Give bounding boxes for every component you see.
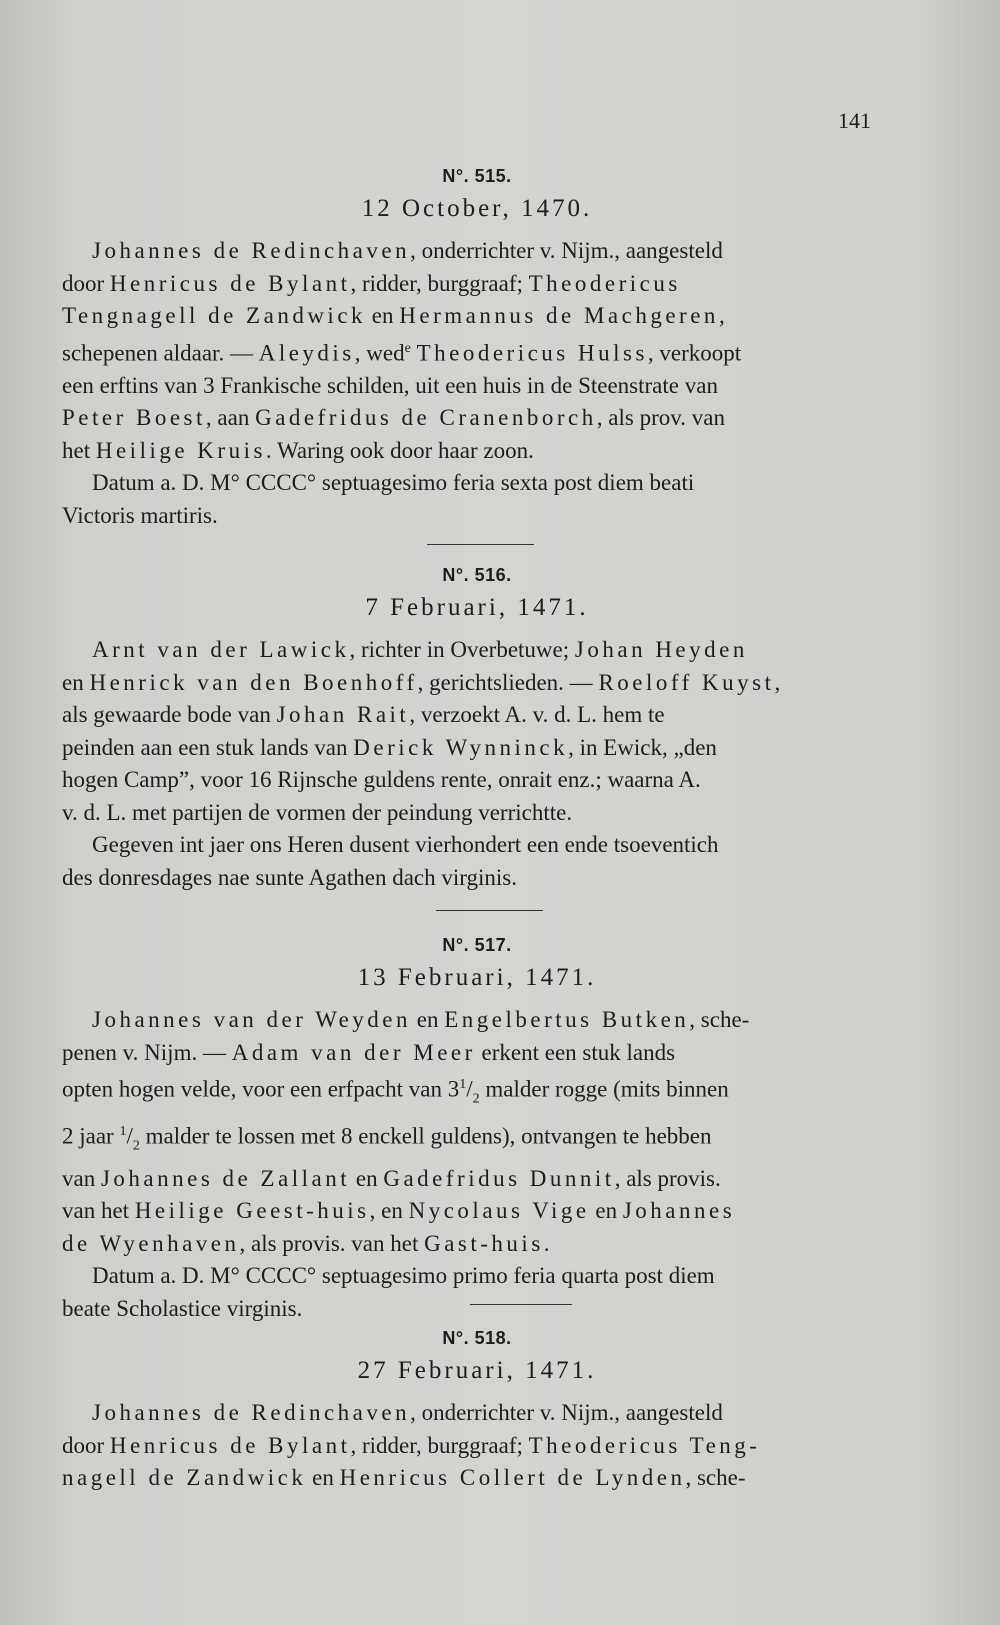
text-segment: en	[350, 1165, 384, 1191]
text-segment: , en	[369, 1198, 409, 1223]
spaced-name: Johannes de Redinchaven	[92, 238, 411, 263]
spaced-name: Heilige Kruis	[95, 437, 266, 463]
entry-518	[62, 1328, 892, 1495]
entry-number: N°. 517.	[442, 935, 512, 955]
text-line	[62, 1397, 892, 1430]
text-segment: , aan	[205, 405, 256, 431]
spaced-name: Johannes van der Weyden	[92, 1007, 412, 1032]
text-segment: peinden aan een stuk lands van	[62, 734, 354, 760]
entry-516	[62, 565, 892, 894]
section-divider	[470, 1304, 572, 1305]
text-line	[62, 235, 892, 268]
text-line	[62, 862, 892, 895]
text-segment: van	[62, 1165, 101, 1191]
text-line	[62, 268, 892, 301]
spaced-name: Johan Rait	[276, 702, 410, 727]
section-divider	[427, 544, 534, 545]
text-segment: en	[62, 669, 90, 695]
section-divider	[436, 910, 543, 911]
spaced-name: Henricus Collert de Lynden	[339, 1465, 686, 1490]
text-line	[62, 1228, 892, 1261]
text-segment: 1	[459, 1077, 467, 1092]
text-line	[62, 732, 892, 765]
text-line	[62, 500, 892, 533]
text-segment: Gegeven int jaer ons Heren dusent vierhondert een ende tsoeventich	[92, 832, 719, 857]
text-segment: ,	[774, 669, 781, 695]
page-number: 141	[838, 108, 871, 133]
text-segment: door	[62, 270, 110, 296]
text-line	[62, 667, 892, 700]
entry-date: 27 Februari, 1471.	[357, 1357, 597, 1384]
spaced-name: de Wyenhaven	[62, 1230, 240, 1256]
text-line	[62, 829, 892, 862]
spaced-name: Johannes	[622, 1198, 736, 1223]
spaced-name: Adam van der Meer	[231, 1039, 476, 1065]
text-line	[62, 333, 892, 370]
text-segment: , ridder, burggraaf;	[350, 270, 529, 296]
text-segment: Datum a. D. M° CCCC° septuagesimo primo feria quarta post diem	[92, 1263, 715, 1288]
entry-text	[62, 634, 892, 894]
spaced-name: Tengnagell de Zandwick	[62, 303, 367, 328]
text-segment: malder rogge (mits binnen	[479, 1076, 729, 1102]
text-segment: schepenen aldaar. —	[62, 340, 259, 366]
text-line	[62, 1195, 892, 1228]
spaced-name: Gast-huis	[424, 1230, 544, 1256]
spaced-name: Engelbertus Butken	[444, 1007, 690, 1032]
spaced-name: Henrick van den Boenhoff	[89, 669, 418, 695]
text-segment: . Waring ook door haar zoon.	[265, 437, 534, 463]
text-line	[62, 402, 892, 435]
text-line	[62, 467, 892, 500]
spaced-name: Arnt van der Lawick	[92, 637, 350, 662]
text-segment: .	[543, 1230, 550, 1256]
text-line	[62, 370, 892, 403]
spaced-name: Theodericus Teng-	[528, 1432, 761, 1458]
text-line	[62, 435, 892, 468]
text-line	[62, 1116, 892, 1163]
entry-text	[62, 1397, 892, 1495]
text-line	[62, 1163, 892, 1196]
spaced-name: Heilige Geest-huis	[134, 1198, 370, 1223]
entry-date: 12 October, 1470.	[361, 195, 593, 222]
text-segment: , in Ewick, „den	[568, 734, 717, 760]
text-segment: opten hogen velde, voor een erfpacht van 3	[62, 1076, 460, 1102]
text-segment: , richter in Overbetuwe;	[349, 637, 575, 662]
text-segment: , gerichtslieden. —	[417, 669, 599, 695]
text-segment: , sche-	[689, 1007, 750, 1032]
text-segment: , als prov. van	[596, 405, 725, 431]
text-segment: ,	[718, 303, 725, 328]
text-segment: Datum a. D. M° CCCC° septuagesimo feria sexta post diem beati	[92, 470, 695, 496]
spaced-name: nagell de Zandwick	[62, 1465, 307, 1490]
text-line	[62, 1037, 892, 1070]
text-segment: penen v. Nijm. —	[62, 1039, 232, 1065]
text-segment: /	[466, 1076, 473, 1102]
text-segment: als gewaarde bode van	[62, 702, 277, 727]
text-line	[62, 797, 892, 830]
text-segment: , onderrichter v. Nijm., aangesteld	[410, 1400, 723, 1425]
entry-517	[62, 935, 892, 1325]
text-line	[62, 1260, 892, 1293]
text-segment: des donresdages nae sunte Agathen dach virginis.	[62, 864, 517, 890]
text-segment: en	[589, 1198, 623, 1223]
text-segment: , als provis.	[614, 1165, 721, 1191]
text-segment: en	[306, 1465, 340, 1490]
text-segment: , onderrichter v. Nijm., aangesteld	[410, 238, 723, 263]
spaced-name: Johan Heyden	[574, 637, 748, 662]
text-line	[62, 764, 892, 797]
text-line	[62, 1069, 892, 1116]
text-line	[62, 1462, 892, 1495]
spaced-name: Theodericus Hulss	[416, 340, 648, 366]
text-segment: 1	[119, 1123, 127, 1139]
text-segment: malder te lossen met 8 enckell guldens), ontvangen te hebben	[139, 1123, 712, 1149]
entry-number: N°. 518.	[442, 1328, 512, 1348]
text-segment: een erftins van 3 Frankische schilden, uit een huis in de Steenstrate van	[62, 372, 718, 398]
text-segment: , verkoopt	[647, 340, 742, 366]
text-line	[62, 1430, 892, 1463]
entry-text	[62, 235, 892, 532]
spaced-name: Peter Boest	[62, 405, 206, 431]
spaced-name: Theodericus	[528, 270, 681, 296]
entry-date: 7 Februari, 1471.	[365, 594, 589, 621]
text-segment: , wed	[354, 340, 405, 366]
text-segment: erkent een stuk lands	[475, 1039, 676, 1065]
text-line	[62, 634, 892, 667]
entry-number: N°. 516.	[442, 565, 512, 585]
spaced-name: Derick Wynninck	[353, 734, 569, 760]
entry-515	[62, 166, 892, 532]
text-line	[62, 1293, 892, 1326]
text-segment: /	[126, 1123, 133, 1149]
text-line	[62, 300, 892, 333]
spaced-name: Gadefridus Dunnit	[383, 1165, 615, 1191]
spaced-name: Gadefridus de Cranenborch	[255, 405, 597, 431]
spaced-name: Henricus de Bylant	[109, 270, 351, 296]
text-segment: , ridder, burggraaf;	[350, 1432, 529, 1458]
text-segment: , als provis. van het	[239, 1230, 425, 1256]
text-segment: hogen Camp”, voor 16 Rijnsche guldens rente, onrait enz.; waarna A.	[62, 767, 701, 792]
spaced-name: Nycolaus Vige	[408, 1198, 590, 1223]
entry-text	[62, 1004, 892, 1325]
text-segment: e	[404, 340, 411, 356]
text-line	[62, 1004, 892, 1037]
text-line	[62, 699, 892, 732]
spaced-name: Hermannus de Machgeren	[399, 303, 719, 328]
text-segment: beate Scholastice virginis.	[62, 1295, 303, 1321]
entry-date: 13 Februari, 1471.	[357, 964, 597, 991]
text-segment: 2	[132, 1138, 140, 1153]
entry-number: N°. 515.	[442, 166, 512, 186]
text-segment: het	[62, 437, 96, 463]
text-segment: , sche-	[685, 1465, 746, 1490]
text-segment: v. d. L. met partijen de vormen der peindung verrichtte.	[62, 799, 573, 825]
text-segment: en	[411, 1007, 445, 1032]
spaced-name: Henricus de Bylant	[109, 1432, 351, 1458]
text-segment: door	[62, 1432, 110, 1458]
spaced-name: Johannes de Zallant	[100, 1165, 351, 1191]
spaced-name: Aleydis	[258, 340, 355, 366]
text-segment: van het	[62, 1198, 135, 1223]
text-segment: 2	[472, 1091, 480, 1107]
text-segment: Victoris martiris.	[62, 502, 218, 528]
text-segment: en	[366, 303, 400, 328]
text-segment: 2 jaar	[62, 1123, 120, 1149]
text-segment: , verzoekt A. v. d. L. hem te	[409, 702, 665, 727]
spaced-name: Johannes de Redinchaven	[92, 1400, 411, 1425]
spaced-name: Roeloff Kuyst	[598, 669, 775, 695]
